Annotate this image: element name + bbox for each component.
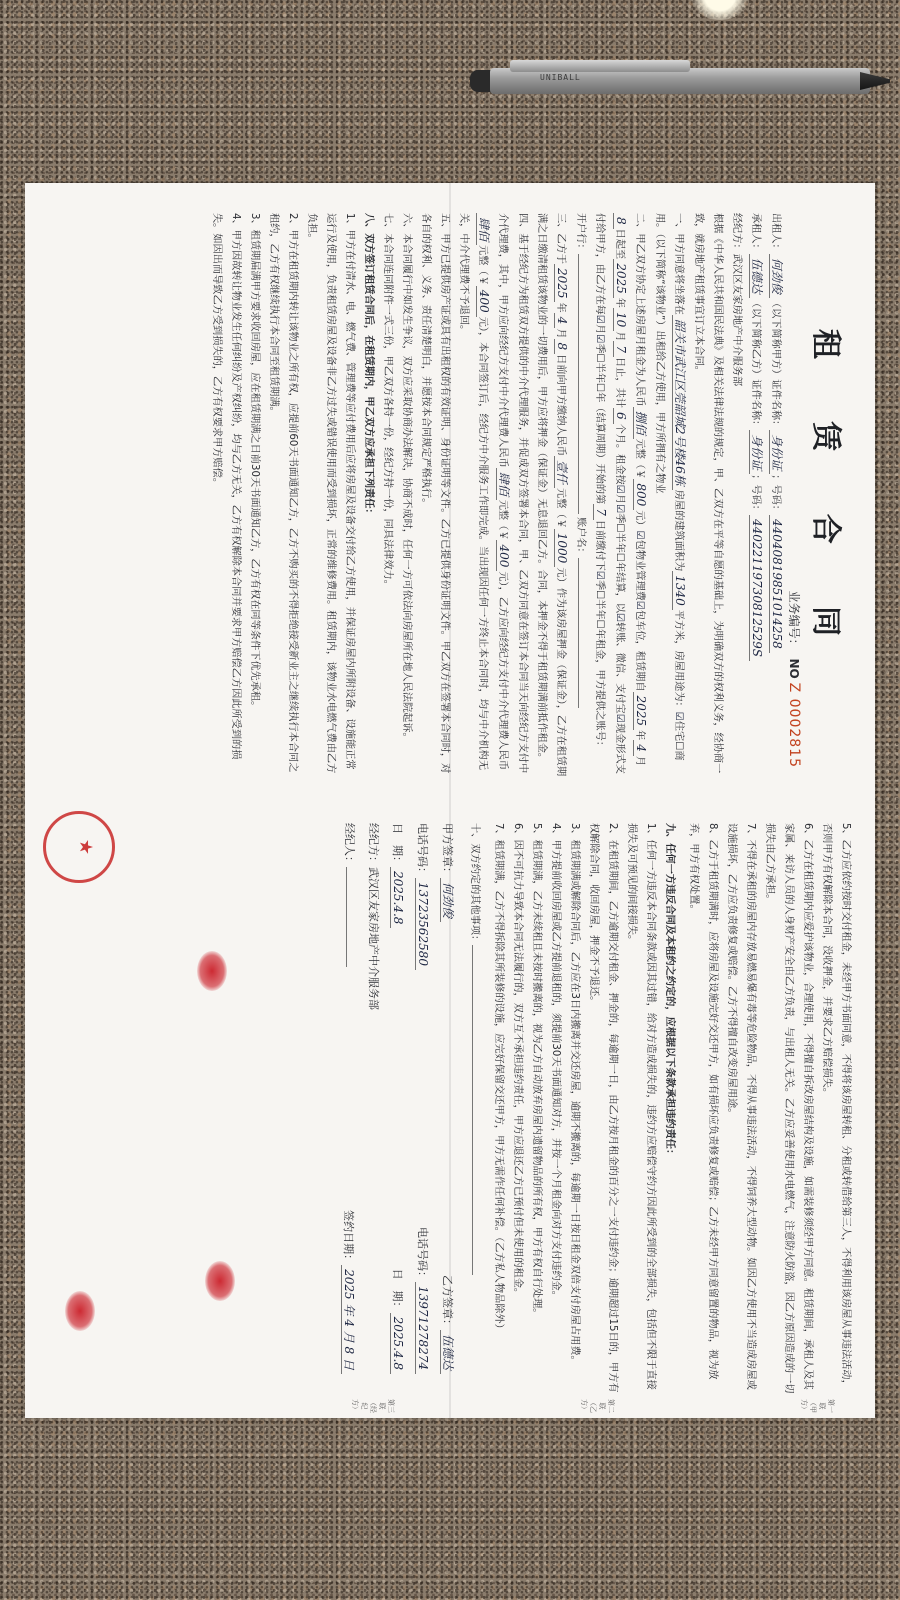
date-row [385, 823, 410, 1394]
clause-8-item: 2、甲方在租赁期内转让该物业之所有权，应提前60天书面通知乙方，乙方不购买的不得拒绝接受新业主之继续执行本合同之租约，乙方有权继续执行本合同至租赁期满。 [268, 213, 298, 773]
pen-brand-label: UNIBALL [540, 73, 581, 82]
lessor-name: 何劲俊 [769, 254, 784, 298]
sign-date-label: 签约日期： [342, 1210, 355, 1266]
party-a-phone: 13723562580 [415, 878, 430, 970]
lessor-label: 出租人： [770, 213, 781, 254]
clause-9-item: 6、因不可抗力导致本合同无法履行的，双方互不承担违约责任，甲方应退还乙方已预付但未使用的租金。 [512, 823, 523, 1299]
lessor-id-type-label: （以下简称甲方）证件名称： [770, 297, 781, 431]
account-name-field [578, 558, 579, 708]
preamble: 根据《中华人民共和国民法典》及相关法律法规的规定，甲、乙双方在平等自愿的基础上，为明确双方的权利义务，经协商一致，就房地产租赁事宜订立本合同。 [693, 213, 723, 774]
clause-10 [465, 823, 484, 1394]
deposit-day: 8 [554, 339, 569, 355]
lessee-label: 承租人： [750, 213, 761, 254]
thumbprint-sign-date [65, 1291, 95, 1331]
bank-info-line [571, 213, 590, 778]
checkbox-empty-icon: ☐ [594, 619, 605, 629]
other-terms-field [472, 945, 473, 1275]
party-b-label: 乙方签章： [441, 1274, 454, 1330]
clause-1 [650, 213, 689, 778]
clause-1-text-a: 一、甲方同意将坐落在 [673, 213, 684, 315]
business-number-label: 业务编号： [787, 590, 801, 651]
clause-3: 三、乙方于2025年4月8日前向甲方缴纳人民币壹仟元整（￥1000元）作为该房屋押金（保证金），乙方在租赁期满之日缴清租赁该物业的一切费用后，甲方应将押金（保证金）无息退回乙方。合同，本押金不得于租赁期满前抵作租金。 [536, 213, 569, 777]
cycle-month: 月 [614, 493, 625, 505]
thumbprint-party-b [205, 1261, 235, 1301]
agent-line: 经纪方：武汉区友家房地产中介服务部 [731, 213, 742, 387]
pen-tip [860, 72, 890, 90]
end-year: 2025 [613, 259, 628, 298]
clause-2: 二、甲乙双方协定上述房屋月租金为人民币捌佰元整（￥800元）☑包物业管理费☑包车位，租赁期自2025年4月8日起至2025年10月7日止，共计6个月。租金按☑月☑季☐半年☐年结算，以☑转账、微信、支付宝☑现金形式支付给甲方，由乙方在每☑月☑季☐半年☐年（结算周期）开始的第7日前缴付下☑季☐半年☐年租金，甲方提供之账号： [594, 213, 648, 774]
start-day: 8 [613, 213, 628, 229]
pay-cycle-half-year: 半年 [594, 362, 605, 384]
lessee-id-type-label: （以下简称乙方）证件名称： [750, 297, 761, 431]
clause-2-text-c: 元） [634, 510, 645, 531]
pay-cycle-quarter: 季 [594, 343, 605, 354]
clause-2-text-g: 日止，共计 [614, 357, 625, 408]
usage-residential: 住宅 [673, 720, 684, 742]
lessee-id-number-label: ；号码： [750, 474, 761, 515]
fee-a-amount: 400 [496, 540, 511, 571]
signature-row [435, 823, 460, 1394]
seal-star-icon: ★ [75, 838, 96, 856]
payment-methods: 转账、微信、支付宝 [614, 622, 625, 714]
deposit-month: 4 [554, 313, 569, 329]
clause-9-item: 5、租赁期满，乙方未续租且未按时搬离的，视为乙方自动放弃房屋内遗留物品的所有权，甲方有权自行处理。 [531, 823, 542, 1319]
ballpoint-pen [470, 56, 890, 102]
contract-title: 租 赁 合 同 [808, 328, 843, 663]
thumbprint-party-a [197, 951, 227, 991]
checkbox-checked-icon: ☑ [594, 314, 605, 325]
clause-10-label: 十、双方约定的其他事项： [469, 823, 480, 946]
start-year: 2025 [633, 692, 648, 731]
clause-6: 六、本合同履行中如发生争议，双方应采取协商办法解决，协商不成时，任何一方可依法向房屋所在地人民法院起诉。 [401, 213, 412, 743]
light-reflection [690, 0, 750, 20]
checkbox-checked-icon: ☑ [594, 570, 605, 580]
lessor-line [766, 213, 786, 778]
clause-1-text-e: 商用。（以下简称“该物业”）出租给乙方使用，甲方所拥有之物业 [654, 213, 684, 761]
clause-9-title: 九、任何一方违反合同及本租约之约定的，应根据以下条款承担违约责任： [664, 823, 675, 1160]
lessor-id-number-label: ；号码： [770, 474, 781, 515]
clause-4-text-b: 元），乙方应向经纪方支付中介代理费人民币 [497, 571, 508, 771]
business-number [786, 213, 803, 768]
deposit-amount: 1000 [554, 529, 569, 568]
next-cycle-half-year: 半年 [594, 599, 605, 620]
clause-2-text-b: 元整（￥ [634, 438, 645, 480]
clause-8-item: 1、甲方在付清水、电、燃气费、管理费等应付费用后应将房屋及设备交付给乙方使用，并保证房屋内所附设备、设施能正常运行及使用，负责租赁房屋及设备非乙方过失或错误使用而受到损坏，正常的维修费用。租赁期内，该物业水电燃气费由乙方负担。 [306, 213, 355, 774]
clause-2-text-e: 包车位，租赁期自 [634, 610, 645, 692]
clause-4-text-c: 元整（￥ [477, 245, 488, 286]
date-a-label: 日 期： [391, 823, 404, 867]
clause-9-item: 7、租赁期满，乙方不得拆除其所装修的设施，应完好保留交还甲方，甲方无需作任何补偿。（乙方私人物品除外） [493, 823, 504, 1334]
copy-note-agent: 第三联（经纪方） [351, 1399, 395, 1413]
copy-note-party-a: 第一联（甲方） [800, 1399, 835, 1413]
end-month: 10 [613, 308, 628, 331]
bank-name-label: 开户行： [575, 213, 586, 254]
property-address: 韶关市武江区莞韶城2号楼46栋 [672, 315, 687, 490]
clause-4-text-a: 元整（￥ [497, 499, 508, 541]
lessee-line [746, 213, 766, 778]
checkbox-checked-icon: ☑ [594, 334, 605, 344]
clause-9-item: 3、租赁期满或解除合同后，乙方应在3日内搬离并交还房屋，逾期不搬离的，每逾期一日按日租金双倍支付房屋占用费。 [569, 823, 580, 1366]
pen-clip [510, 60, 690, 72]
fee-b-amount: 400 [476, 286, 491, 317]
monthly-rent: 800 [633, 479, 648, 510]
clause-2-text-f: 日起至 [614, 228, 625, 260]
agent-rep-field [346, 867, 347, 967]
checkbox-empty-icon: ☐ [594, 383, 605, 393]
cycle-half-year: 半年 [614, 532, 625, 553]
clause-8-item: 4、甲方因故转让物业发生任何纠纷及产权纠纷，均与乙方无关，乙方有权解除本合同并要求甲方赔偿乙方因此所受到的损失。如因出而导致乙方受到损失的，乙方有权要求甲方赔偿。 [211, 213, 241, 760]
clause-8-item: 7、不得在承租的房屋内存放易燃易爆有毒等危险物品，不得从事违法活动，不得饲养大型动物。如因乙方使用不当造成房屋或设施损坏，乙方应负责修复或赔偿。乙方不得擅自改变房屋用途。 [726, 823, 756, 1390]
checkbox-empty-icon: ☐ [614, 523, 625, 533]
party-b-signature: 伍德达 [440, 1330, 455, 1374]
agent-rep-label: 经纪人： [343, 823, 356, 867]
phone-b-label: 电话号码： [416, 1227, 429, 1283]
clause-3-text-c: 元整（￥ [555, 488, 566, 529]
lessee-id-type: 身份证 [749, 430, 764, 474]
bank-name-field [578, 254, 579, 514]
clause-2-text-l: 年结算，以 [614, 562, 625, 613]
agent-row [361, 823, 385, 1394]
checkbox-checked-icon: ☑ [614, 484, 625, 494]
clause-3-text-b: 日前向甲方缴纳人民币 [555, 354, 566, 457]
clause-2-text-s: 日前缴付下 [594, 519, 605, 571]
agent-name: 武汉区友家房地产中介服务部 [367, 867, 380, 1010]
lease-months: 6 [613, 408, 628, 424]
signature-block [336, 823, 460, 1394]
phone-a-label: 电话号码： [416, 823, 429, 878]
business-number-prefix: NO [787, 658, 801, 679]
clause-2-text-r: 年（结算周期）开始的第 [594, 392, 605, 505]
fee-b-in-words: 肆佰 [476, 213, 491, 245]
checkbox-checked-icon: ☑ [673, 711, 684, 721]
clause-2-text-n: 现金形式支付给甲方，由乙方在每 [594, 213, 625, 774]
checkbox-empty-icon: ☐ [614, 552, 625, 563]
clause-8-item: 3、租赁期届满甲方要求收回房屋，应在租赁期满之日前30天书面通知乙方，乙方有权在同等条件下优先承租。 [249, 213, 260, 712]
checkbox-checked-icon: ☑ [614, 613, 625, 623]
agent-label: 经纪方： [367, 823, 380, 867]
fee-a-in-words: 肆佰 [496, 468, 511, 500]
party-a-label: 甲方签章： [441, 823, 454, 878]
clause-5: 五、甲方已提供房产证或具有出租权的有效证明、身份证明等文件。乙方已提供身份证明文件。甲乙双方在签署本合同时，对各自的权利、义务、责任清楚明白，并愿按本合同规定严格执行。 [420, 213, 450, 774]
clause-3-text-a: 三、乙方于 [555, 213, 566, 264]
checkbox-empty-icon: ☐ [594, 590, 605, 600]
account-name-label: 账户名： [575, 517, 586, 558]
company-seal [43, 811, 115, 883]
rent-in-words: 捌佰 [633, 407, 648, 439]
checkbox-empty-icon: ☐ [594, 353, 605, 363]
lessor-id-number: 44040819851014258 [769, 515, 784, 653]
pay-cycle-month: 月 [594, 324, 605, 335]
includes-management-fee: 包物业管理费 [634, 539, 645, 601]
deposit-year: 2025 [554, 264, 569, 303]
checkbox-checked-icon: ☑ [614, 504, 625, 514]
clause-8-item: 5、乙方应依约按时交付租金，未经甲方书面同意，不得将该房屋转租、分租或转借给第三人，不得利用该房屋从事违法活动，否则甲方有权解除本合同，没收押金，并要求乙方赔偿损失。 [821, 823, 851, 1390]
checkbox-checked-icon: ☑ [634, 530, 645, 540]
clause-2-text-h: 个月。租金按 [614, 423, 625, 485]
sign-date: 2025 年 4 月 8 日 [341, 1265, 356, 1374]
party-a-date: 2025.4.8 [390, 867, 405, 928]
deposit-in-words: 壹仟 [554, 456, 569, 488]
copy-note-party-b: 第二联（乙方） [580, 1399, 615, 1413]
party-b-phone: 13971278274 [415, 1282, 430, 1374]
end-day: 7 [613, 341, 628, 357]
clause-3-text-d: 元）作为该房屋押金 [555, 567, 566, 660]
clause-2-text-v: 年租金，甲方提供之账号： [594, 628, 605, 752]
clause-4-text-d: 元），本合同签订后，经纪方中介服务工作即完成。当出现因任何一方终止本合同时，均与中介机构无关，中介代理费不予退回。 [458, 213, 488, 771]
cycle-quarter: 季 [614, 513, 625, 524]
payment-due-day: 7 [593, 504, 608, 520]
clause-1-text-b: 房屋的建筑面积为 [673, 489, 684, 572]
lessee-name: 伍德达 [749, 254, 764, 298]
clause-3-text-e: （保证金），乙方在租赁期满之日缴清租赁该物业的一切费用后，甲方应将押金（保证金）无息退回乙方。合同，本押金不得于租赁期满前抵作租金。 [536, 213, 566, 777]
party-b-date: 2025.4.8 [390, 1313, 405, 1374]
clause-9-item: 2、在租赁期间，乙方逾期交付租金、押金的，每逾期一日，由乙方按月租金的百分之一支付违约金；逾期超过15日的，甲方有权解除合同，收回房屋，押金不予退还。 [588, 823, 618, 1393]
clause-4 [454, 213, 532, 778]
contract-left-page [25, 183, 875, 800]
clause-8-item: 8、乙方于租赁期满时，应将房屋及设施完好交还甲方，如有损坏应负责修复或赔偿；乙方未经甲方同意留置的物品，视为放弃，甲方有权处置。 [688, 823, 718, 1380]
clause-8-title: 八、双方签订租赁合同后，在租赁期内，甲乙双方应承担下列责任： [363, 213, 374, 519]
contract-right-page [25, 801, 875, 1418]
clause-8-item: 6、乙方在租赁期内应爱护该物业，合理使用，不得擅自拆改房屋结构及设施，如需装修须经甲方同意。租赁期间，承租人及其家属、来访人员的人身财产安全由乙方负责，与出租人无关。乙方应妥善使用水电燃气，注意防火防盗，因乙方原因造成的一切损失由乙方承担。 [764, 823, 813, 1394]
clause-4-text: 四、基于经纪方为租赁双方提供的中介代理服务，并促成双方签署本合同，甲、乙双方同意在签订本合同当天向经纪方支付中介代理费，其中，甲方应向经纪方支付中介代理费人民币 [497, 213, 528, 774]
clause-1-text-c: 平方米，房屋用途为： [673, 609, 684, 712]
checkbox-empty-icon: ☐ [673, 741, 684, 751]
serial-number: Z 0002815 [786, 682, 802, 768]
start-month: 4 [633, 740, 648, 756]
party-a-signature: 何劲俊 [440, 878, 455, 922]
next-cycle-quarter: 季 [594, 579, 605, 591]
clause-7: 七、本合同连同附件一式三份，甲乙双方各持一份，经纪方持一份，同具法律效力。 [382, 213, 393, 590]
clause-9-item: 4、甲方提前收回房屋或乙方提前退租的，须提前30天书面通知对方，并按一个月租金向对方支付违约金。 [550, 823, 561, 1301]
property-area: 1340 [672, 571, 687, 610]
lease-contract-document [25, 183, 875, 1418]
date-b-label: 日 期： [391, 1268, 404, 1313]
phone-row [410, 823, 435, 1394]
checkbox-checked-icon: ☑ [614, 713, 625, 723]
agent-rep-row [336, 823, 361, 1394]
clause-2-text-a: 二、甲乙双方协定上述房屋月租金为人民币 [634, 213, 645, 407]
checkbox-checked-icon: ☑ [634, 600, 645, 611]
lessee-id-number: 44022119730812529S [749, 515, 764, 661]
clause-9-item: 1、任何一方违反本合同条款或因其过错，给对方造成损失的，违约方应赔偿守约方因此所受到的全部损失，包括但不限于直接损失及可预见的间接损失。 [626, 823, 656, 1390]
lessor-id-type: 身份证 [769, 430, 784, 474]
